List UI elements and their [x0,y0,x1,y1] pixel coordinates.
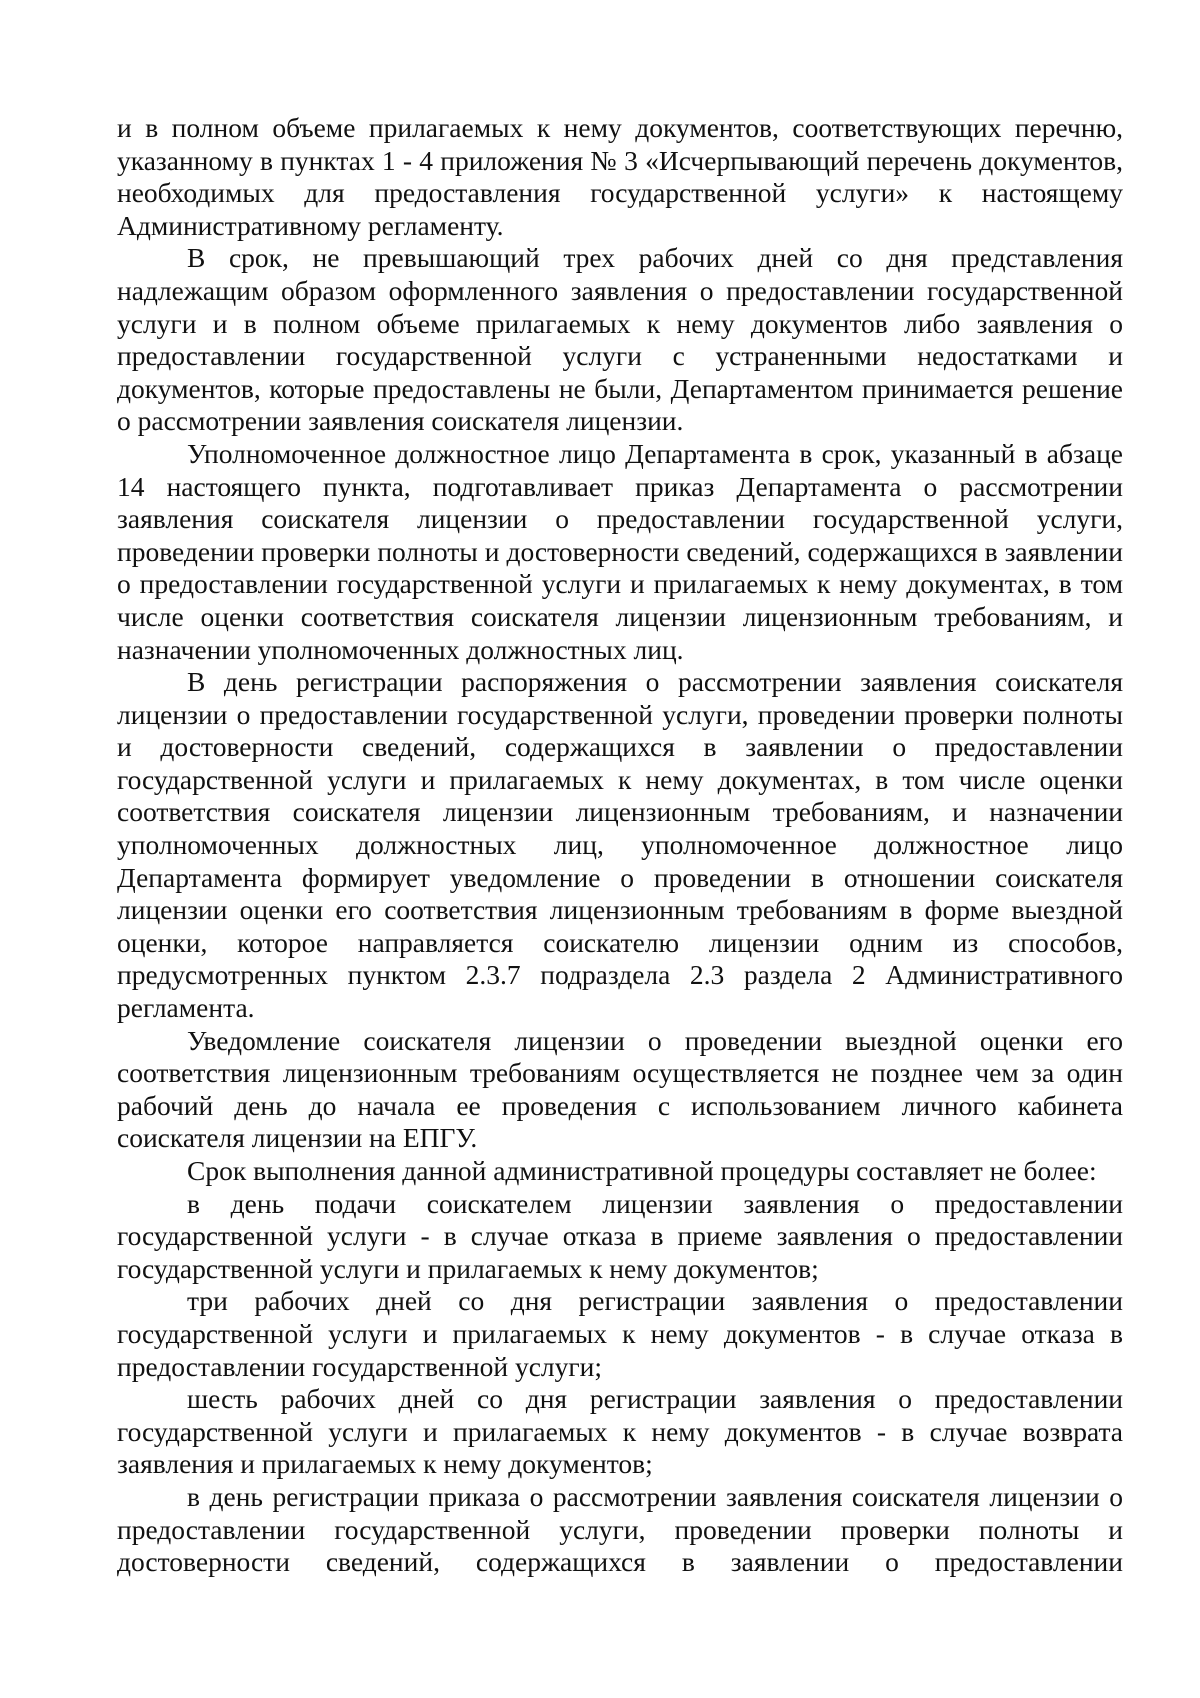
paragraph-8: три рабочих дней со дня регистрации заявления о предоставлении государственной услуги и прилагаемых к нему документов - в случае отказа в предоставлении государственной услуги; [117,1285,1123,1382]
paragraph-6: Срок выполнения данной административной процедуры составляет не более: [187,1155,1097,1186]
paragraph-1: и в полном объеме прилагаемых к нему документов, соответствующих перечню, указанному в пунктах 1 - 4 приложения № 3 «Исчерпывающий перечень документов, необходимых для предоставления государственной услуги» к настоящему Административному регламенту. [117,112,1123,241]
paragraph-7: в день подачи соискателем лицензии заявления о предоставлении государственной услуги - в случае отказа в приеме заявления о предоставлении государственной услуги и прилагаемых к нему документов; [117,1187,1123,1284]
document-body [117,112,1123,1579]
paragraph-4: В день регистрации распоряжения о рассмотрении заявления соискателя лицензии о предоставлении государственной услуги, проведении проверки полноты и достоверности сведений, содержащихся в заявлении о предоставлении государственной услуги и прилагаемых к нему документах, в том числе оценки соответствия соискателя лицензии лицензионным требованиям, и назначении уполномоченных должностных лиц, уполномоченное должностное лицо Департамента формирует уведомление о проведении в отношении соискателя лицензии оценки его соответствия лицензионным требованиям в форме выездной оценки, которое направляется соискателю лицензии одним из способов, предусмотренных пунктом 2.3.7 подраздела 2.3 раздела 2 Административного регламента. [117,666,1123,1024]
paragraph-9: шесть рабочих дней со дня регистрации заявления о предоставлении государственной услуги и прилагаемых к нему документов - в случае возврата заявления и прилагаемых к нему документов; [117,1383,1123,1480]
paragraph-2: В срок, не превышающий трех рабочих дней со дня представления надлежащим образом оформленного заявления о предоставлении государственной услуги и в полном объеме прилагаемых к нему документов либо заявления о предоставлении государственной услуги с устраненными недостатками и документов, которые предоставлены не были, Департаментом принимается решение о рассмотрении заявления соискателя лицензии. [117,242,1123,437]
paragraph-10: в день регистрации приказа о рассмотрении заявления соискателя лицензии о предоставлении государственной услуги, проведении проверки полноты и достоверности сведений, содержащихся в заявлении о предоставлении [117,1480,1123,1578]
paragraph-3: Уполномоченное должностное лицо Департамента в срок, указанный в абзаце 14 настоящего пункта, подготавливает приказ Департамента о рассмотрении заявления соискателя лицензии о предоставлении государственной услуги, проведении проверки полноты и достоверности сведений, содержащихся в заявлении о предоставлении государственной услуги и прилагаемых к нему документах, в том числе оценки соответствия соискателя лицензии лицензионным требованиям, и назначении уполномоченных должностных лиц. [117,437,1123,665]
paragraph-5: Уведомление соискателя лицензии о проведении выездной оценки его соответствия лицензионным требованиям осуществляется не позднее чем за один рабочий день до начала ее проведения с использованием личного кабинета соискателя лицензии на ЕПГУ. [117,1024,1123,1154]
